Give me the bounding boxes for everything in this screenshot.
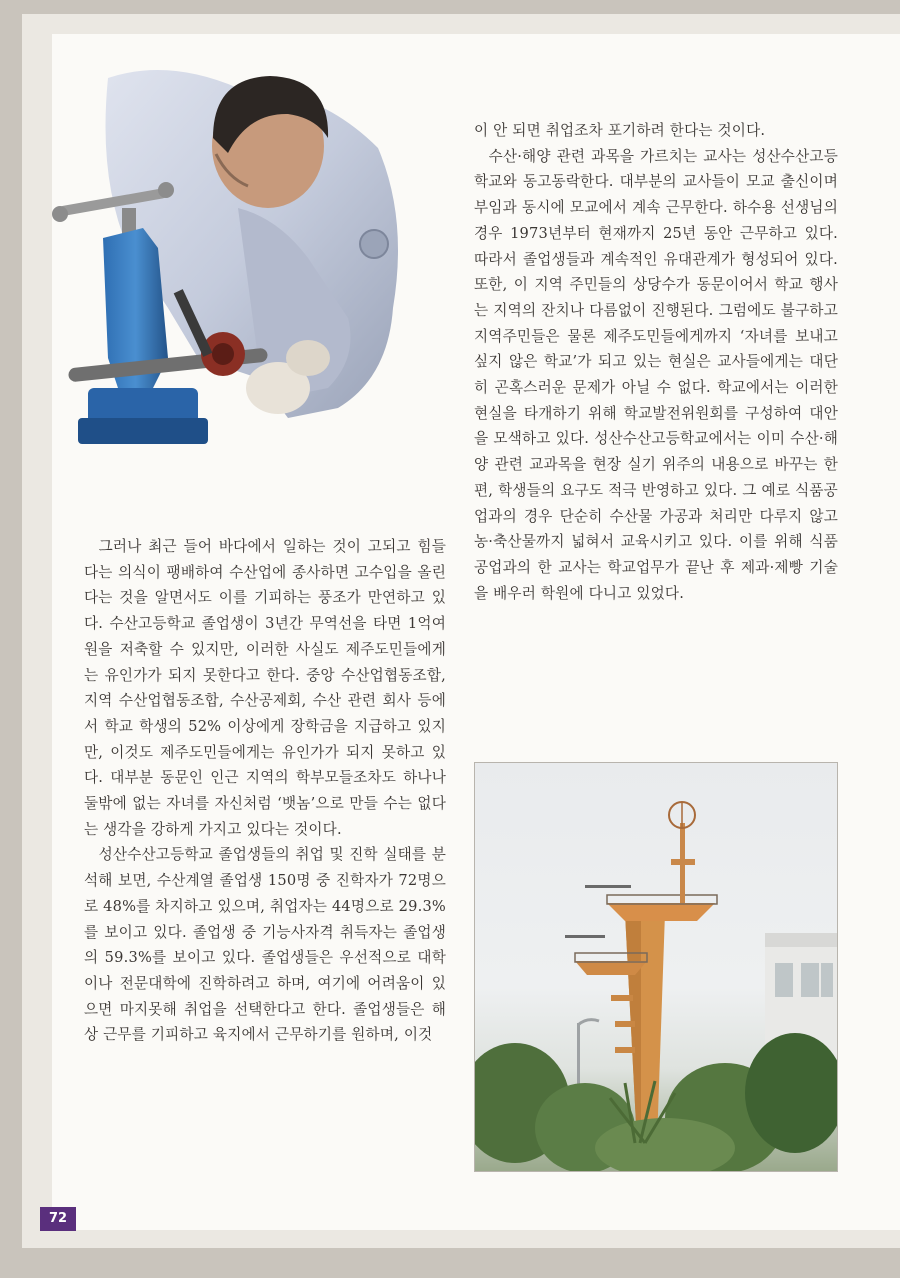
tower-photo-illustration	[475, 763, 837, 1171]
tower-photo	[474, 762, 838, 1172]
article-column-right	[474, 118, 838, 606]
page-number-badge: 72	[40, 1207, 76, 1231]
article-paragraph: 그러나 최근 들어 바다에서 일하는 것이 고되고 힘들다는 의식이 팽배하여 수산업에 종사하면 고수입을 올린다는 것을 알면서도 이를 기피하는 풍조가 만연하고 있다. 수산고등학교 졸업생이 3년간 무역선을 타면 1억여 원을 저축할 수 있지만, 이러한 사실도 제주도민들에게는 유인가가 되지 못한다고 한다. 중앙 수산업협동조합, 지역 수산업협동조합, 수산공제회, 수산 관련 회사 등에서 학교 학생의 52% 이상에게 장학금을 지급하고 있지만, 이것도 제주도민들에게는 유인가가 되지 못하고 있다. 대부분 동문인 인근 지역의 학부모들조차도 하나나 둘밖에 없는 자녀를 자신처럼 ‘뱃놈’으로 만들 수는 없다는 생각을 강하게 가지고 있다는 것이다.	[84, 538, 446, 838]
worker-photo-illustration	[48, 58, 408, 478]
worker-photo	[48, 58, 408, 478]
article-paragraph: 성산수산고등학교 졸업생들의 취업 및 진학 실태를 분석해 보면, 수산계열 졸업생 150명 중 진학자가 72명으로 48%를 차지하고 있으며, 취업자는 44명으로 29.3%를 보이고 있다. 졸업생 중 기능사자격 취득자는 졸업생의 59.3%를 보이고 있다. 졸업생들은 우선적으로 대학이나 전문대학에 진학하려고 하며, 여기에 어려움이 있으면 마지못해 취업을 선택한다고 한다. 졸업생들은 해상 근무를 기피하고 육지에서 근무하기를 원하며, 이것	[84, 846, 447, 1044]
article-paragraph: 수산·해양 관련 과목을 가르치는 교사는 성산수산고등학교와 동고동락한다. 대부분의 교사들이 모교 출신이며 부임과 동시에 모교에서 계속 근무한다. 하수용 선생님의 경우 1973년부터 현재까지 25년 동안 근무하고 있다. 따라서 졸업생들과 계속적인 유대관계가 형성되어 있다. 또한, 이 지역 주민들의 상당수가 동문이어서 학교 행사는 지역의 잔치나 다름없이 진행된다. 그럼에도 불구하고 지역주민들은 물론 제주도민들에게까지 ‘자녀를 보내고 싶지 않은 학교’가 되고 있는 현실은 교사들에게는 대단히 곤혹스러운 문제가 아닐 수 없다. 학교에서는 이러한 현실을 타개하기 위해 학교발전위원회를 구성하여 대안을 모색하고 있다. 성산수산고등학교에서는 이미 수산·해양 관련 교과목을 현장 실기 위주의 내용으로 바꾸는 한편, 학생들의 요구도 적극 반영하고 있다. 그 예로 식품공업과의 경우 단순히 수산물 가공과 처리만 다루지 않고 농·축산물까지 넓혀서 교육시키고 있다. 이를 위해 식품공업과의 한 교사는 학교업무가 끝난 후 제과·제빵 기술을 배우러 학원에 다니고 있었다.	[474, 147, 838, 602]
article-column-left	[84, 534, 446, 1048]
article-paragraph: 이 안 되면 취업조차 포기하려 한다는 것이다.	[474, 122, 766, 139]
